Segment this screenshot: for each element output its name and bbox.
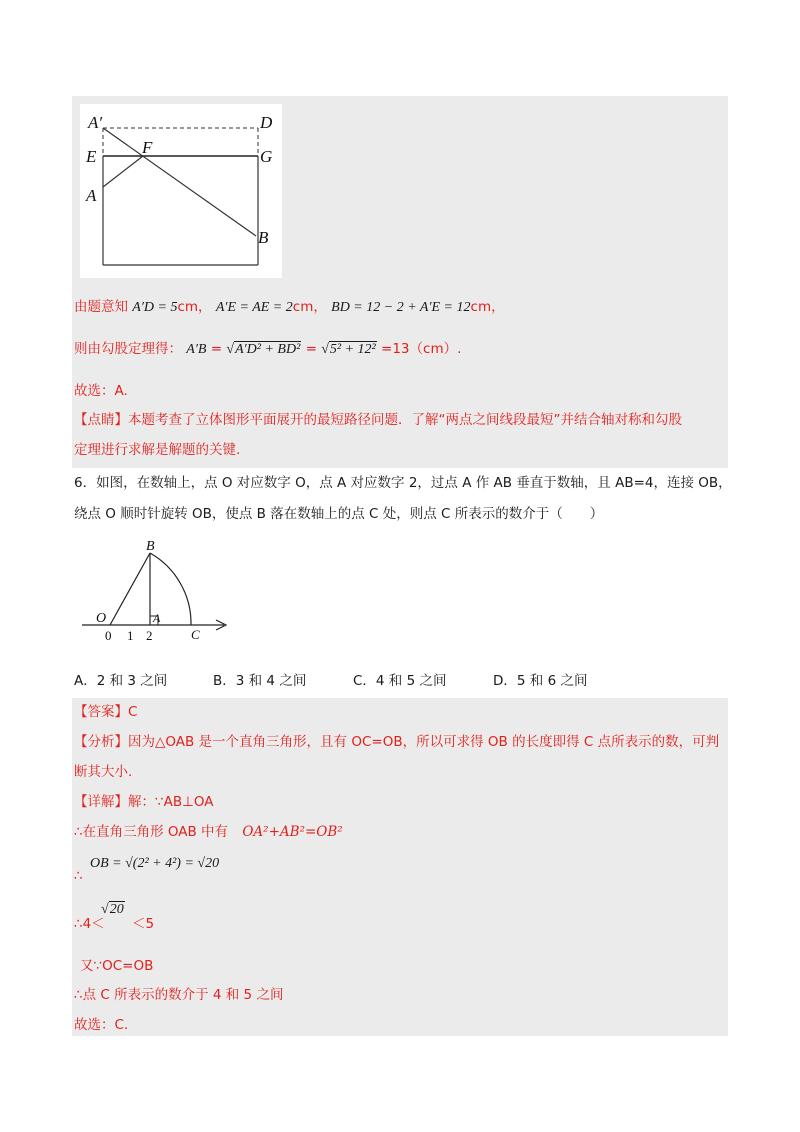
analysis-line-1: 【分析】因为△OAB 是一个直角三角形，且有 OC=OB，所以可求得 OB 的长度即得 C 点所表示的数，可判 (74, 734, 720, 750)
comment-line-2: 定理进行求解是解题的关键. (74, 442, 241, 458)
step-5: ∴点 C 所表示的数介于 4 和 5 之间 (74, 987, 284, 1003)
step-1-formula: OA²+AB²=OB² (242, 824, 343, 840)
choice-6: 故选：C. (74, 1017, 129, 1033)
given-bd: BD = 12 − 2 + A′E = 12 (331, 300, 471, 315)
pythagoras-sqrt-1: √A′D² + BD² (226, 342, 301, 357)
detail-line: 【详解】解：∵AB⊥OA (74, 794, 214, 810)
label-a-prime: A′ (88, 113, 103, 132)
step-3-prefix: ∴4＜ (74, 916, 105, 932)
question-6-line-2: 绕点 O 顺时针旋转 OB，使点 B 落在数轴上的点 C 处，则点 C 所表示的数介于（ ） (74, 506, 604, 522)
step-2-therefore: ∴ (74, 868, 83, 884)
label-b: B (258, 228, 269, 247)
label-o6: O (96, 611, 107, 626)
pythagoras-eq-1: = (210, 341, 223, 357)
label-f: F (142, 138, 153, 157)
number-line-figure (80, 536, 240, 646)
step-2-formula: OB = √(2² + 4²) = √20 (90, 856, 220, 871)
label-e: E (86, 147, 97, 166)
question-6-line-1: 6．如图，在数轴上，点 O 对应数字 O，点 A 对应数字 2，过点 A 作 AB 垂直于数轴，且 AB=4，连接 OB， (74, 475, 732, 491)
answer-6: 【答案】C (74, 704, 138, 720)
tick-1: 1 (127, 628, 134, 643)
option-b[interactable]: B．3 和 4 之间 (213, 673, 307, 689)
label-d: D (260, 113, 273, 132)
comment-line-1 (74, 410, 682, 430)
pythagoras-result: =13（cm）. (381, 341, 462, 357)
label-g: G (260, 147, 273, 166)
option-d[interactable]: D．5 和 6 之间 (493, 673, 588, 689)
label-b6: B (146, 539, 155, 554)
step-3-tail: ＜5 (132, 916, 155, 932)
step-3-sqrt: √20 (101, 902, 124, 917)
tick-2: 2 (146, 628, 153, 643)
comment-tag: 【点睛】 (74, 412, 128, 428)
pythagoras-sqrt-2: √5² + 12² (321, 342, 376, 357)
option-c[interactable]: C．4 和 5 之间 (353, 673, 447, 689)
label-a: A (86, 186, 97, 205)
step-1 (74, 822, 343, 842)
pythagoras-eq-2: = (305, 341, 317, 357)
tick-0: 0 (105, 628, 112, 643)
given-ae: A′E = AE = 2 (215, 300, 293, 315)
step-4: 又∵OC=OB (80, 958, 154, 974)
given-unit-1: cm， (177, 299, 212, 315)
step-1-prefix: ∴在直角三角形 OAB 中有 (74, 824, 229, 840)
given-unit-3: cm， (470, 299, 505, 315)
given-ad: A′D = 5 (132, 300, 178, 315)
label-a6: A (153, 611, 161, 625)
given-unit-2: cm， (292, 299, 327, 315)
option-a[interactable]: A．2 和 3 之间 (74, 673, 168, 689)
solution-given-line (74, 297, 505, 318)
analysis-line-2: 断其大小. (74, 764, 133, 780)
choice-5: 故选：A. (74, 383, 128, 399)
given-prefix: 由题意知 (74, 299, 128, 315)
unfolded-box-figure (80, 104, 282, 278)
pythagoras-line (74, 339, 461, 360)
label-c6: C (191, 627, 200, 642)
comment-text-1: 本题考查了立体图形平面展开的最短路径问题．了解“两点之间线段最短”并结合轴对称和勾股 (128, 412, 682, 428)
pythagoras-prefix: 则由勾股定理得： (74, 341, 182, 357)
pythagoras-ab: A′B (186, 342, 207, 357)
